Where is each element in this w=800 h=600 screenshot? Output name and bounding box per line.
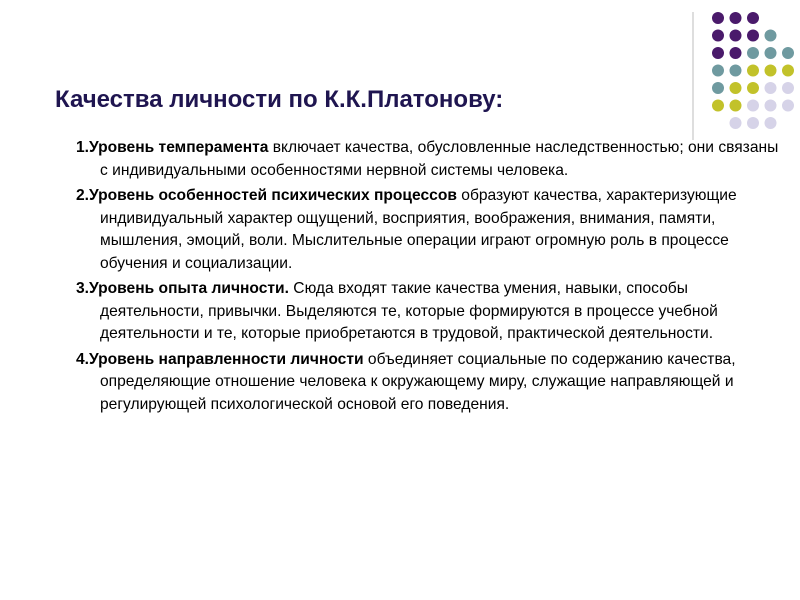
- decorative-dot-grid: [0, 0, 800, 140]
- decorative-dot-lavender: [730, 117, 742, 129]
- levels-list: [76, 137, 786, 419]
- decorative-dot-purple: [712, 12, 724, 24]
- decorative-dot-purple: [747, 12, 759, 24]
- decorative-dot-purple: [730, 12, 742, 24]
- decorative-dot-teal: [765, 30, 777, 42]
- decorative-dot-purple: [730, 30, 742, 42]
- decorative-dot-teal: [765, 47, 777, 59]
- decorative-dot-teal: [730, 65, 742, 77]
- list-item: [76, 137, 786, 182]
- list-item: [76, 278, 786, 346]
- list-item: [76, 185, 786, 275]
- decorative-dot-purple: [730, 47, 742, 59]
- decorative-dot-lavender: [747, 100, 759, 112]
- list-item: [76, 349, 786, 417]
- decorative-dot-purple: [747, 30, 759, 42]
- decorative-dot-lavender: [747, 117, 759, 129]
- item-lead: 1.Уровень темперамента: [76, 139, 269, 156]
- item-lead: 4.Уровень направленности личности: [76, 350, 364, 368]
- item-lead: 3.Уровень опыта личности.: [76, 280, 289, 297]
- item-text: включает качества, обусловленные наследственностью; они связаны с индивидуальными особенностями нервной системы человека.: [100, 139, 779, 179]
- decorative-dot-teal: [747, 47, 759, 59]
- decorative-dot-olive: [747, 82, 759, 94]
- decorative-dot-lavender: [765, 100, 777, 112]
- decorative-dot-olive: [782, 65, 794, 77]
- slide-title: Качества личности по К.К.Платонову:: [55, 86, 504, 113]
- decorative-dot-teal: [712, 65, 724, 77]
- decorative-dot-olive: [747, 65, 759, 77]
- decorative-dot-olive: [765, 65, 777, 77]
- decorative-dot-olive: [730, 82, 742, 94]
- item-text: объединяет социальные по содержанию качества, определяющие отношение человека к окружающему миру, служащие направляющей и регулирующей психологической основой его поведения.: [100, 350, 736, 413]
- item-text: образуют качества, характеризующие индивидуальный характер ощущений, восприятия, воображения, внимания, памяти, мышления, эмоций, воли. Мыслительные операции играют огромную роль в процессе обучения и социализации.: [100, 187, 737, 272]
- decorative-dot-teal: [782, 47, 794, 59]
- decorative-dot-olive: [712, 100, 724, 112]
- item-lead: 2.Уровень особенностей психических процессов: [76, 187, 457, 204]
- decorative-dot-lavender: [782, 82, 794, 94]
- dot-layer: [712, 12, 794, 129]
- decorative-dot-lavender: [782, 100, 794, 112]
- decorative-dot-lavender: [765, 117, 777, 129]
- decorative-dot-olive: [730, 100, 742, 112]
- decorative-dot-purple: [712, 30, 724, 42]
- decorative-dot-purple: [712, 47, 724, 59]
- decorative-dot-lavender: [765, 82, 777, 94]
- decorative-dot-teal: [712, 82, 724, 94]
- item-text: Сюда входят такие качества умения, навыки, способы деятельности, привычки. Выделяются те, которые формируются в процессе учебной деятельности и те, которые приобретаются в трудовой, практической деятельности.: [100, 280, 718, 342]
